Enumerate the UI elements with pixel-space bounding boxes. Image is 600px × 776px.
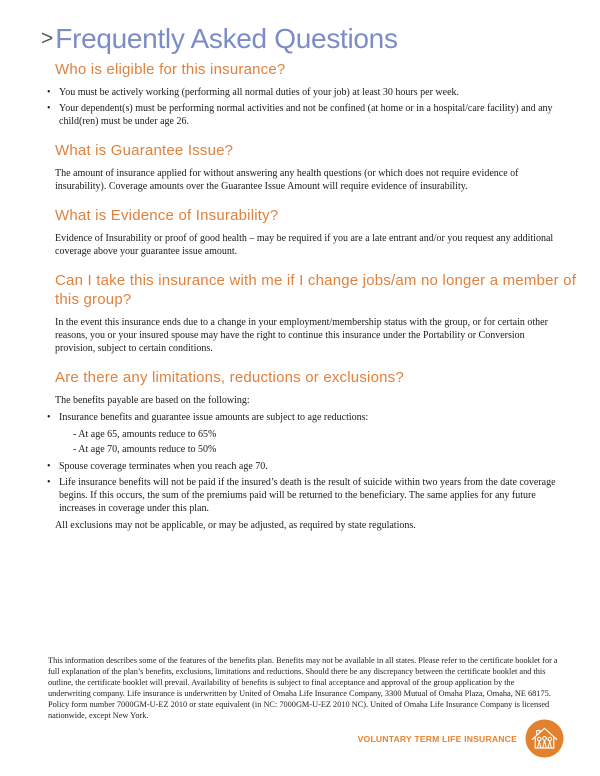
section-heading-limitations: Are there any limitations, reductions or exclusions? bbox=[55, 369, 404, 386]
footer-disclaimer: This information describes some of the features of the benefits plan. Benefits may not be available in all states. Please refer to the certificate booklet for a full explanation of the plan’s benefits, exclusions, limitations and reductions. Should there be any discrepancy between the certificate booklet and this outline, the certificate booklet will prevail. Availability of benefits is subject to final acceptance and approval of the group application by the underwriting company. Life insurance is underwritten by United of Omaha Life Insurance Company, 3300 Mutual of Omaha Plaza, Omaha, NE 68175. Policy form number 7000GM-U-EZ 2010 or state equivalent (in NC: 7000GM-U-EZ 2010 NC). United of Omaha Life Insurance Company is licensed nationwide, except New York. bbox=[48, 656, 558, 720]
house-family-icon bbox=[525, 719, 564, 758]
sub-bullet-item: - At age 70, amounts reduce to 50% bbox=[73, 444, 217, 455]
age-reduction-sub-list bbox=[73, 428, 556, 456]
bullet-item: • Life insurance benefits will not be paid if the insured’s death is the result of suicide within two years from the date coverage begins. If this occurs, the sum of the premiums paid will be returned to the beneficiary. The same applies for any future increases in coverage under this plan. bbox=[47, 476, 556, 515]
product-name-label: VOLUNTARY TERM LIFE INSURANCE bbox=[357, 733, 517, 744]
limitations-bullet-list-continued bbox=[47, 460, 556, 515]
paragraph: Evidence of Insurability or proof of good health – may be required if you are a late entrant and/or you request any additional coverage above your guarantee issue amount. bbox=[55, 233, 554, 257]
bullet-item: • Insurance benefits and guarantee issue amounts are subject to age reductions: bbox=[47, 411, 556, 424]
eligibility-bullet-list bbox=[47, 86, 556, 128]
chevron-right-icon: > bbox=[41, 27, 54, 50]
bullet-item: • Spouse coverage terminates when you reach age 70. bbox=[47, 460, 556, 473]
section-heading-guarantee-issue: What is Guarantee Issue? bbox=[55, 142, 234, 159]
bullet-item: • You must be actively working (performing all normal duties of your job) at least 30 hours per week. bbox=[47, 86, 556, 99]
paragraph: The amount of insurance applied for without answering any health questions (or which does not require evidence of insurability). Coverage amounts over the Guarantee Issue Amount will require evidence of insurability. bbox=[55, 168, 519, 192]
paragraph-limitations-intro: The benefits payable are based on the following: bbox=[55, 395, 250, 406]
page-title-row bbox=[41, 24, 556, 54]
section-heading-portability: Can I take this insurance with me if I change jobs/am no longer a member of this group? bbox=[55, 272, 577, 308]
page-title: Frequently Asked Questions bbox=[55, 23, 398, 54]
sub-bullet-item: - At age 65, amounts reduce to 65% bbox=[73, 429, 217, 440]
paragraph: In the event this insurance ends due to a change in your employment/membership status with the group, or for certain other reasons, you or your insured spouse may have the right to continue this insurance under the Portability or Conversion provision, subject to certain conditions. bbox=[55, 317, 548, 354]
section-heading-evidence-of-insurability: What is Evidence of Insurability? bbox=[55, 207, 279, 224]
bullet-item: • Your dependent(s) must be performing normal activities and not be confined (at home or in a hospital/care facility) and any child(ren) must be under age 26. bbox=[47, 102, 556, 128]
limitations-bullet-list bbox=[47, 411, 556, 424]
paragraph-exclusions-note: All exclusions may not be applicable, or may be adjusted, as required by state regulations. bbox=[55, 520, 416, 531]
section-heading-eligibility: Who is eligible for this insurance? bbox=[55, 61, 286, 78]
footer-brand-row bbox=[358, 719, 564, 758]
